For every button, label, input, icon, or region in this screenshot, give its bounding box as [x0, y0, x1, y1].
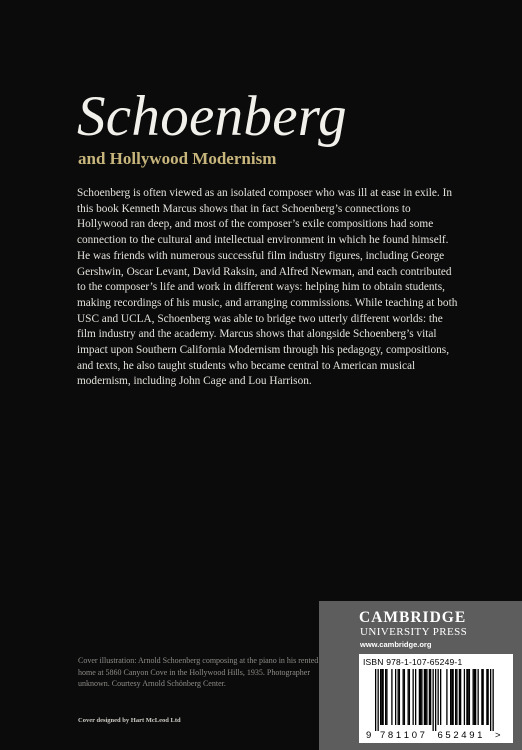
barcode-bar — [383, 669, 384, 725]
barcode-bar — [386, 669, 387, 725]
barcode-bar — [409, 669, 410, 725]
book-subtitle: and Hollywood Modernism — [78, 149, 277, 168]
barcode-bar — [433, 669, 434, 731]
barcode-bar — [381, 669, 382, 725]
barcode-bar — [380, 669, 381, 725]
barcode-bar — [455, 669, 456, 725]
publisher-url: www.cambridge.org — [360, 640, 432, 649]
barcode-bar — [460, 669, 461, 725]
publisher-panel — [319, 601, 522, 750]
barcode-bar — [429, 669, 430, 725]
barcode-bar — [483, 669, 484, 725]
barcode-bar — [453, 669, 454, 725]
barcode-digit-first: 9 — [366, 730, 372, 741]
barcode-bar — [395, 669, 396, 725]
barcode-digits-right: 6 5 2 4 9 1 — [437, 730, 483, 741]
barcode-bar — [490, 669, 491, 731]
barcode-bar — [375, 669, 376, 731]
isbn-barcode — [359, 654, 513, 743]
barcode-bar — [475, 669, 476, 725]
barcode-bar — [413, 669, 414, 725]
barcode-bar — [478, 669, 479, 725]
barcode-bar — [440, 669, 441, 725]
barcode-bar — [481, 669, 482, 725]
barcode-bar — [424, 669, 425, 725]
barcode-bar — [430, 669, 431, 725]
barcode-bar — [493, 669, 494, 731]
barcode-bar — [421, 669, 422, 725]
barcode-bar — [468, 669, 469, 725]
barcode-bar — [469, 669, 470, 725]
barcode-bar — [391, 669, 392, 725]
barcode-bar — [398, 669, 399, 725]
barcode-bar — [408, 669, 409, 725]
barcode-bar — [456, 669, 457, 725]
cover-designer-credit: Cover designed by Hart McLeod Ltd — [78, 717, 181, 724]
book-description: Schoenberg is often viewed as an isolated composer who was ill at ease in exile. In this book Kenneth Marcus shows that in fact Schoenberg’s connections to Hollywood ran deep, and most of the composer’s exile compositions had some connection to the cultural and intellectual environment in which he found himself. He was friends with numerous successful film industry figures, including George Gershwin, Oscar Levant, David Raksin, and Alfred Newman, and each contributed to the composer’s life and work in different ways: helping him to obtain students, making recordings of his music, and arranging commissions. While teaching at both USC and UCLA, Schoenberg was able to bridge two utterly different worlds: the film industry and the academy. Marcus shows that alongside Schoenberg’s vital impact upon Southern California Modernism through his pedagogy, compositions, and texts, he also taught students who became central to American musical modernism, including John Cage and Lou Harrison. — [77, 187, 458, 388]
barcode-quiet-zone-mark: > — [495, 730, 501, 741]
barcode-bar — [426, 669, 427, 725]
barcode-bar — [425, 669, 426, 725]
cover-illustration-credit: Cover illustration: Arnold Schoenberg composing at the piano in his rented home at 5860 Canyon Cove in the Hollywood Hills, 1935. Photographer unknown. Courtesy Arnold Schönberg Center. — [78, 656, 319, 688]
barcode-bar — [438, 669, 439, 725]
barcode-bar — [404, 669, 405, 725]
barcode-bar — [420, 669, 421, 725]
barcode-bar — [451, 669, 452, 725]
barcode-bar — [385, 669, 386, 725]
barcode-bar — [450, 669, 451, 725]
publisher-name: CAMBRIDGE — [359, 609, 467, 626]
barcode-bar — [435, 669, 436, 731]
barcode-bar — [403, 669, 404, 725]
barcode-bar — [415, 669, 416, 725]
barcode-bar — [459, 669, 460, 725]
barcode-bar — [488, 669, 489, 725]
barcode-bar — [378, 669, 379, 731]
barcode-bar — [446, 669, 447, 725]
barcode-graphic — [363, 669, 509, 741]
book-title: Schoenberg — [77, 85, 347, 148]
barcode-bar — [466, 669, 467, 725]
barcode-bar — [399, 669, 400, 725]
barcode-bar — [474, 669, 475, 725]
barcode-bar — [419, 669, 420, 725]
publisher-press: UNIVERSITY PRESS — [360, 626, 468, 638]
barcode-bar — [486, 669, 487, 725]
barcode-bar — [473, 669, 474, 725]
isbn-label: ISBN 978-1-107-65249-1 — [363, 657, 463, 667]
barcode-digits-left: 7 8 1 1 0 7 — [380, 730, 425, 741]
barcode-bar — [464, 669, 465, 725]
